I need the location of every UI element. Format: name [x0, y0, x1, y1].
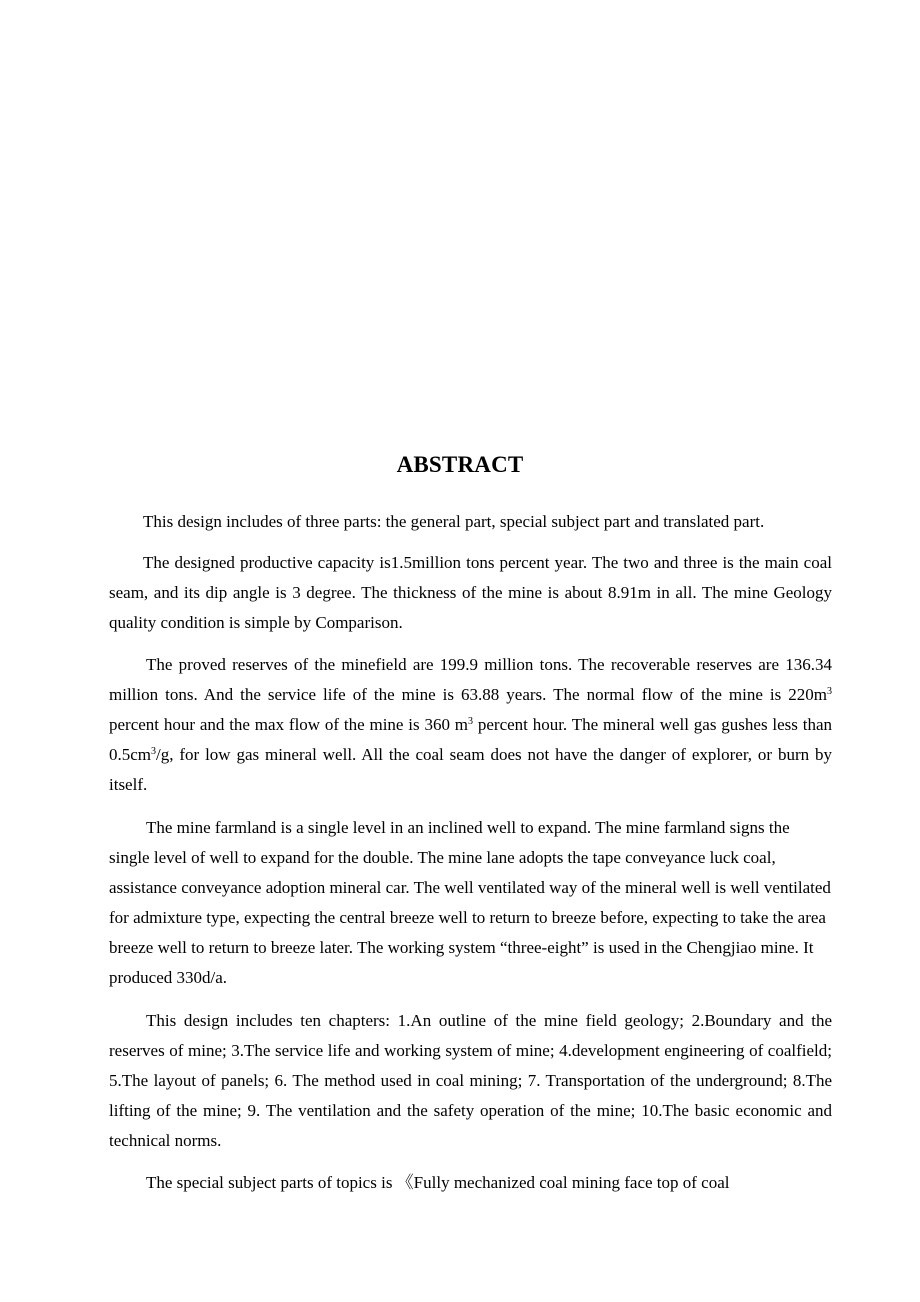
reserves-text-b: percent hour and the max flow of the mine is 360 m — [109, 715, 469, 734]
paragraph-overview: This design includes of three parts: the general part, special subject part and translated part. — [143, 512, 765, 531]
reserves-text-c: percent hour. The mineral well gas gushes less than 0.5cm — [109, 715, 832, 764]
superscript-cubic: 3 — [827, 686, 832, 697]
paragraph-development: The mine farmland is a single level in an inclined well to expand. The mine farmland signs the single level of well to expand for the double. The mine lane adopts the tape conveyance luck coal, assistance conveyance adoption mineral car. The well ventilated way of the mineral well is well ventilated for admixture type, expecting the central breeze well to return to breeze before, expecting to take the area breeze well to return to breeze later. The working system “three-eight” is used in the Chengjiao mine. It produced 330d/a. — [109, 818, 831, 987]
paragraph-capacity: The designed productive capacity is1.5million tons percent year. The two and three is the main coal seam, and its dip angle is 3 degree. The thickness of the mine is about 8.91m in all. The mine Geology quality condition is simple by Comparison. — [109, 553, 832, 632]
abstract-title: ABSTRACT — [396, 452, 524, 477]
superscript-cubic: 3 — [468, 716, 474, 727]
reserves-text-d: /g, for low gas mineral well. All the coal seam does not have the danger of explorer, or burn by itself. — [109, 745, 832, 794]
paragraph-special-subject: The special subject parts of topics is 《Fully mechanized coal mining face top of coal — [146, 1173, 730, 1192]
reserves-text-a: The proved reserves of the minefield are 199.9 million tons. The recoverable reserves are 136.34 million tons. And the service life of the mine is 63.88 years. The normal flow of the mine is 220m — [109, 655, 832, 704]
superscript-cubic: 3 — [151, 746, 157, 757]
paragraph-chapters: This design includes ten chapters: 1.An outline of the mine field geology; 2.Boundary and the reserves of mine; 3.The service life and working system of mine; 4.development engineering of coalfield; 5.The layout of panels; 6. The method used in coal mining; 7. Transportation of the underground; 8.The lifting of the mine; 9. The ventilation and the safety operation of the mine; 10.The basic economic and technical norms. — [109, 1011, 832, 1150]
paragraph-reserves — [109, 650, 832, 800]
